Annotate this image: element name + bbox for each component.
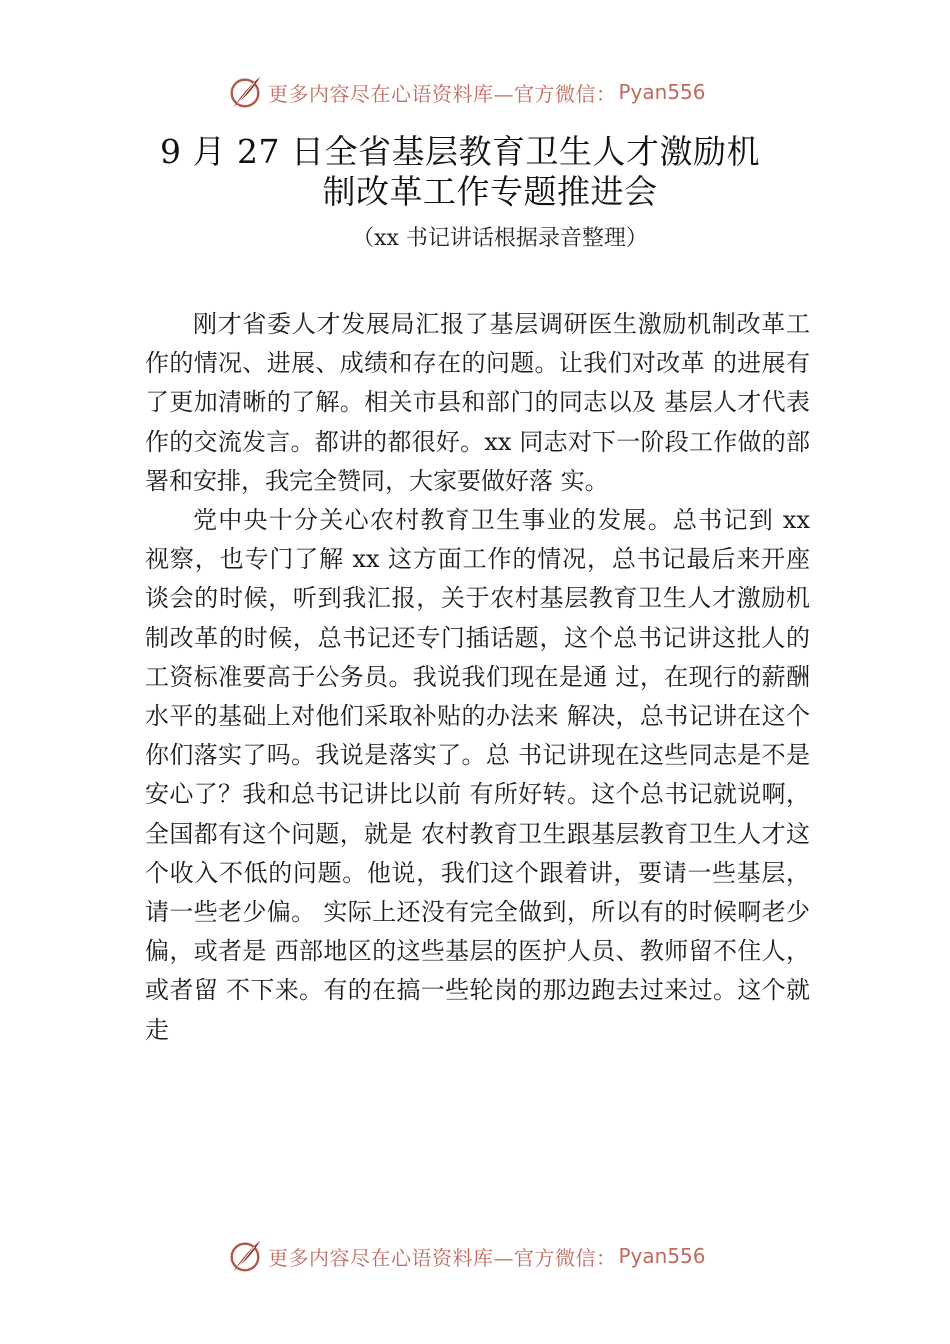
feather-pen-circle-icon xyxy=(226,73,264,111)
paragraph: 党中央十分关心农村教育卫生事业的发展。总书记到 xx 视察，也专门了解 xx 这方面工作的情况，总书记最后来开座谈会的时候，听到我汇报，关于农村基层教育卫生人才激励机制改革的时候，总书记还专门插话题，这个总书记讲这批人的工资标准要高于公务员。我说我们现在是通 过，在现行的薪酬水平的基础上对他们采取补贴的办法来 解决，总书记讲在这个你们落实了吗。我说是落实了。总 书记讲现在这些同志是不是安心了？我和总书记讲比以前 有所好转。这个总书记就说啊，全国都有这个问题，就是 农村教育卫生跟基层教育卫生人才这个收入不低的问题。他说，我们这个跟着讲，要请一些基层，请一些老少偏。 实际上还没有完全做到，所以有的时候啊老少偏，或者是 西部地区的这些基层的医护人员、教师留不住人，或者留 不下来。有的在搞一些轮岗的那边跑去过来过。这个就走 xyxy=(145,506,810,1044)
header-banner xyxy=(226,72,706,112)
banner-brand: Pyan556 xyxy=(618,80,706,104)
feather-pen-circle-icon xyxy=(226,1237,264,1275)
banner-brand: Pyan556 xyxy=(618,1244,706,1268)
banner-text: 更多内容尽在心语资料库—官方微信： xyxy=(268,81,617,106)
document-subtitle: （xx 书记讲话根据录音整理） xyxy=(352,226,648,251)
banner-text: 更多内容尽在心语资料库—官方微信： xyxy=(268,1245,617,1270)
document-body xyxy=(145,305,810,1050)
footer-banner xyxy=(226,1236,706,1276)
document-title-line-2: 制改革工作专题推进会 xyxy=(322,172,658,211)
paragraph: 刚才省委人才发展局汇报了基层调研医生激励机制改革工作的情况、进展、成绩和存在的问题。让我们对改革 的进展有了更加清晰的了解。相关市县和部门的同志以及 基层人才代表作的交流发言。都讲的都很好。xx 同志对下一阶段工作做的部署和安排，我完全赞同，大家要做好落 实。 xyxy=(145,310,810,495)
document-title-line-1: 9 月 27 日全省基层教育卫生人才激励机 xyxy=(160,132,760,171)
